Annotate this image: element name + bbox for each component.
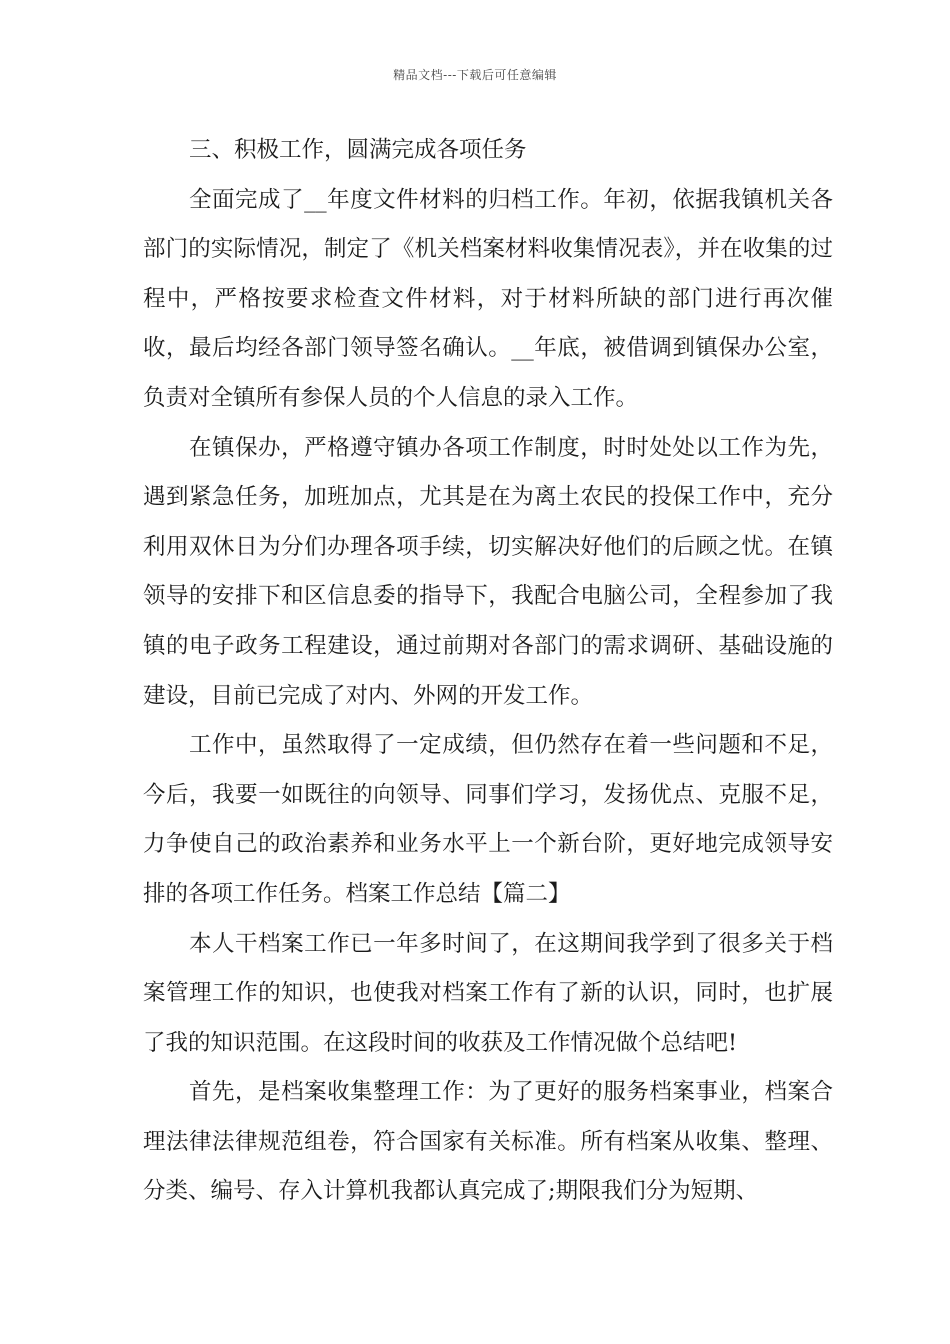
paragraph-collection-work: 首先，是档案收集整理工作：为了更好的服务档案事业，档案合理法律法律规范组卷，符合国家有关标准。所有档案从收集、整理、分类、编号、存入计算机我都认真完成了;期限我们分为短期、 bbox=[143, 1079, 833, 1205]
paragraph-archive-filing: 全面完成了__年度文件材料的归档工作。年初，依据我镇机关各部门的实际情况，制定了《机关档案材料收集情况表》，并在收集的过程中，严格按要求检查文件材料，对于材料所缺的部门进行再次催收，最后均经各部门领导签名确认。__年底，被借调到镇保办公室，负责对全镇所有参保人员的个人信息的录入工作。 bbox=[143, 186, 833, 411]
paragraph-shortcomings: 工作中，虽然取得了一定成绩，但仍然存在着一些问题和不足，今后，我要一如既往的向领导、同事们学习，发扬优点、克服不足，力争使自己的政治素养和业务水平上一个新台阶，更好地完成领导安排的各项工作任务。档案工作总结【篇二】 bbox=[143, 732, 833, 907]
section-heading: 三、积极工作，圆满完成各项任务 bbox=[189, 137, 527, 163]
paragraph-part-two-intro: 本人干档案工作已一年多时间了，在这期间我学到了很多关于档案管理工作的知识，也使我对档案工作有了新的认识，同时，也扩展了我的知识范围。在这段时间的收获及工作情况做个总结吧! bbox=[143, 930, 833, 1056]
paragraph-social-security-office: 在镇保办，严格遵守镇办各项工作制度，时时处处以工作为先，遇到紧急任务，加班加点，尤其是在为离土农民的投保工作中，充分利用双休日为分们办理各项手续，切实解决好他们的后顾之忧。在镇领导的安排下和区信息委的指导下，我配合电脑公司，全程参加了我镇的电子政务工程建设，通过前期对各部门的需求调研、基础设施的建设，目前已完成了对内、外网的开发工作。 bbox=[143, 434, 833, 709]
document-body bbox=[143, 126, 833, 1217]
page-header: 精品文档---下载后可任意编辑 bbox=[393, 68, 557, 82]
